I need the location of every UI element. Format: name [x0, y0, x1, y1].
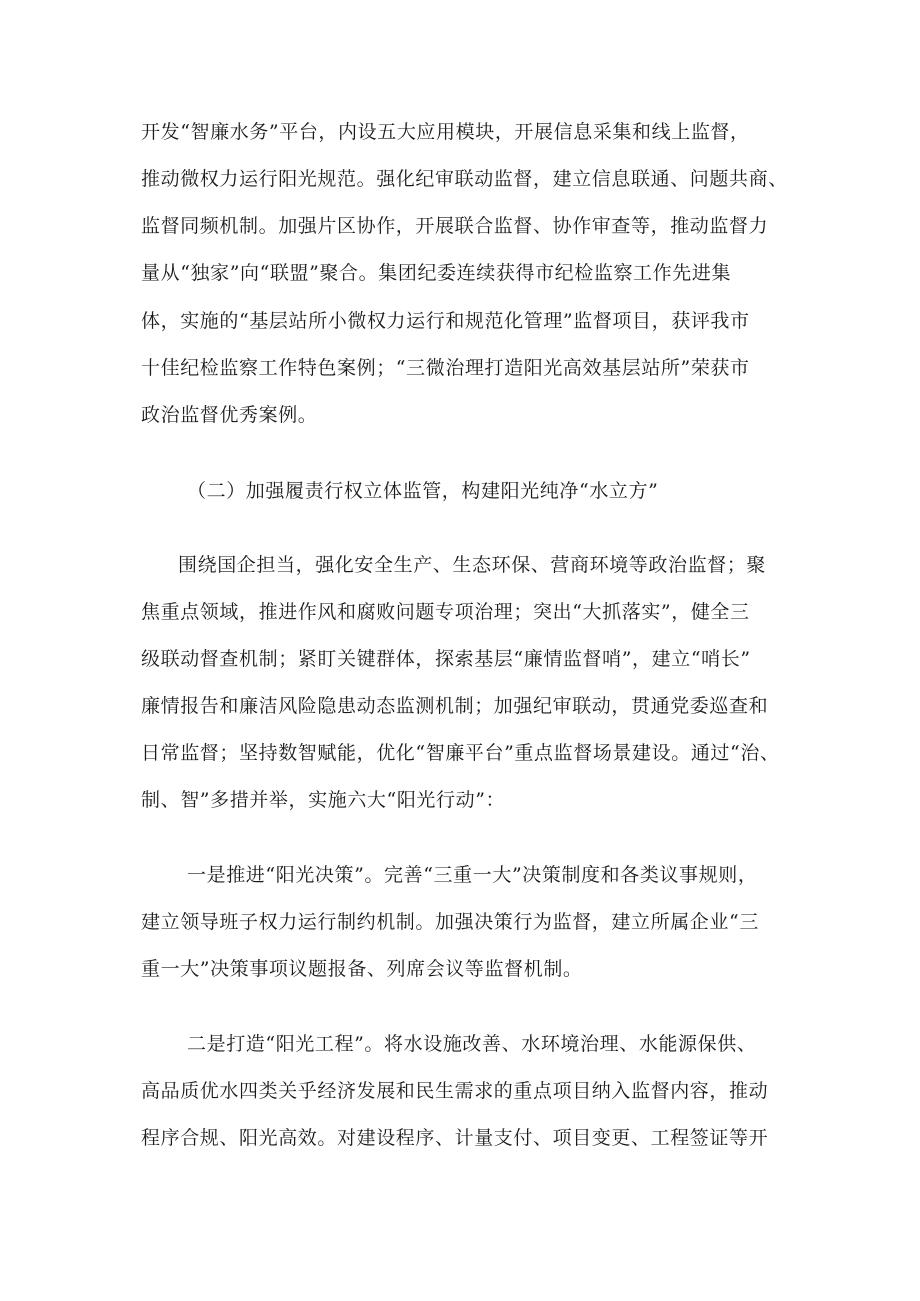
paragraph-line: 量从“独家”向“联盟”聚合。集团纪委连续获得市纪检监察工作先进集 — [141, 262, 732, 284]
paragraph-line: 体，实施的“基层站所小微权力运行和规范化管理”监督项目，获评我市 — [141, 310, 750, 332]
paragraph-line: 级联动督查机制；紧盯关键群体，探索基层“廉情监督哨”，建立“哨长” — [141, 648, 751, 670]
paragraph-line: 围绕国企担当，强化安全生产、生态环保、营商环境等政治监督；聚 — [178, 554, 767, 576]
paragraph-line: 建立领导班子权力运行制约机制。加强决策行为监督，建立所属企业“三 — [141, 911, 759, 933]
paragraph-line: 程序合规、阳光高效。对建设程序、计量支付、项目变更、工程签证等开 — [141, 1127, 769, 1149]
paragraph-line: 高品质优水四类关乎经济发展和民生需求的重点项目纳入监督内容，推动 — [141, 1080, 769, 1102]
paragraph-line: 推动微权力运行阳光规范。强化纪审联动监督，建立信息联通、问题共商、 — [141, 168, 788, 190]
paragraph-line: 二是打造“阳光工程”。将水设施改善、水环境治理、水能源保供、 — [187, 1033, 757, 1055]
paragraph-line: 重一大”决策事项议题报备、列席会议等监督机制。 — [141, 958, 583, 980]
paragraph-line: 一是推进“阳光决策”。完善“三重一大”决策制度和各类议事规则， — [187, 864, 758, 886]
paragraph-line: 监督同频机制。加强片区协作，开展联合监督、协作审查等，推动监督力 — [141, 215, 769, 237]
section-heading: （二）加强履责行权立体监管，构建阳光纯净“水立方” — [187, 480, 659, 502]
paragraph-line: 政治监督优秀案例。 — [141, 404, 318, 426]
paragraph-line: 制、智”多措并举，实施六大“阳光行动”： — [141, 789, 506, 811]
paragraph-line: 日常监督；坚持数智赋能，优化“智廉平台”重点监督场景建设。通过“治、 — [141, 742, 780, 764]
paragraph-line: 开发“智廉水务”平台，内设五大应用模块，开展信息采集和线上监督， — [141, 121, 750, 143]
paragraph-line: 焦重点领域，推进作风和腐败问题专项治理；突出“大抓落实”，健全三 — [141, 601, 750, 623]
paragraph-line: 十佳纪检监察工作特色案例；“三微治理打造阳光高效基层站所”荣获市 — [141, 357, 750, 379]
paragraph-line: 廉情报告和廉洁风险隐患动态监测机制；加强纪审联动，贯通党委巡查和 — [141, 695, 769, 717]
